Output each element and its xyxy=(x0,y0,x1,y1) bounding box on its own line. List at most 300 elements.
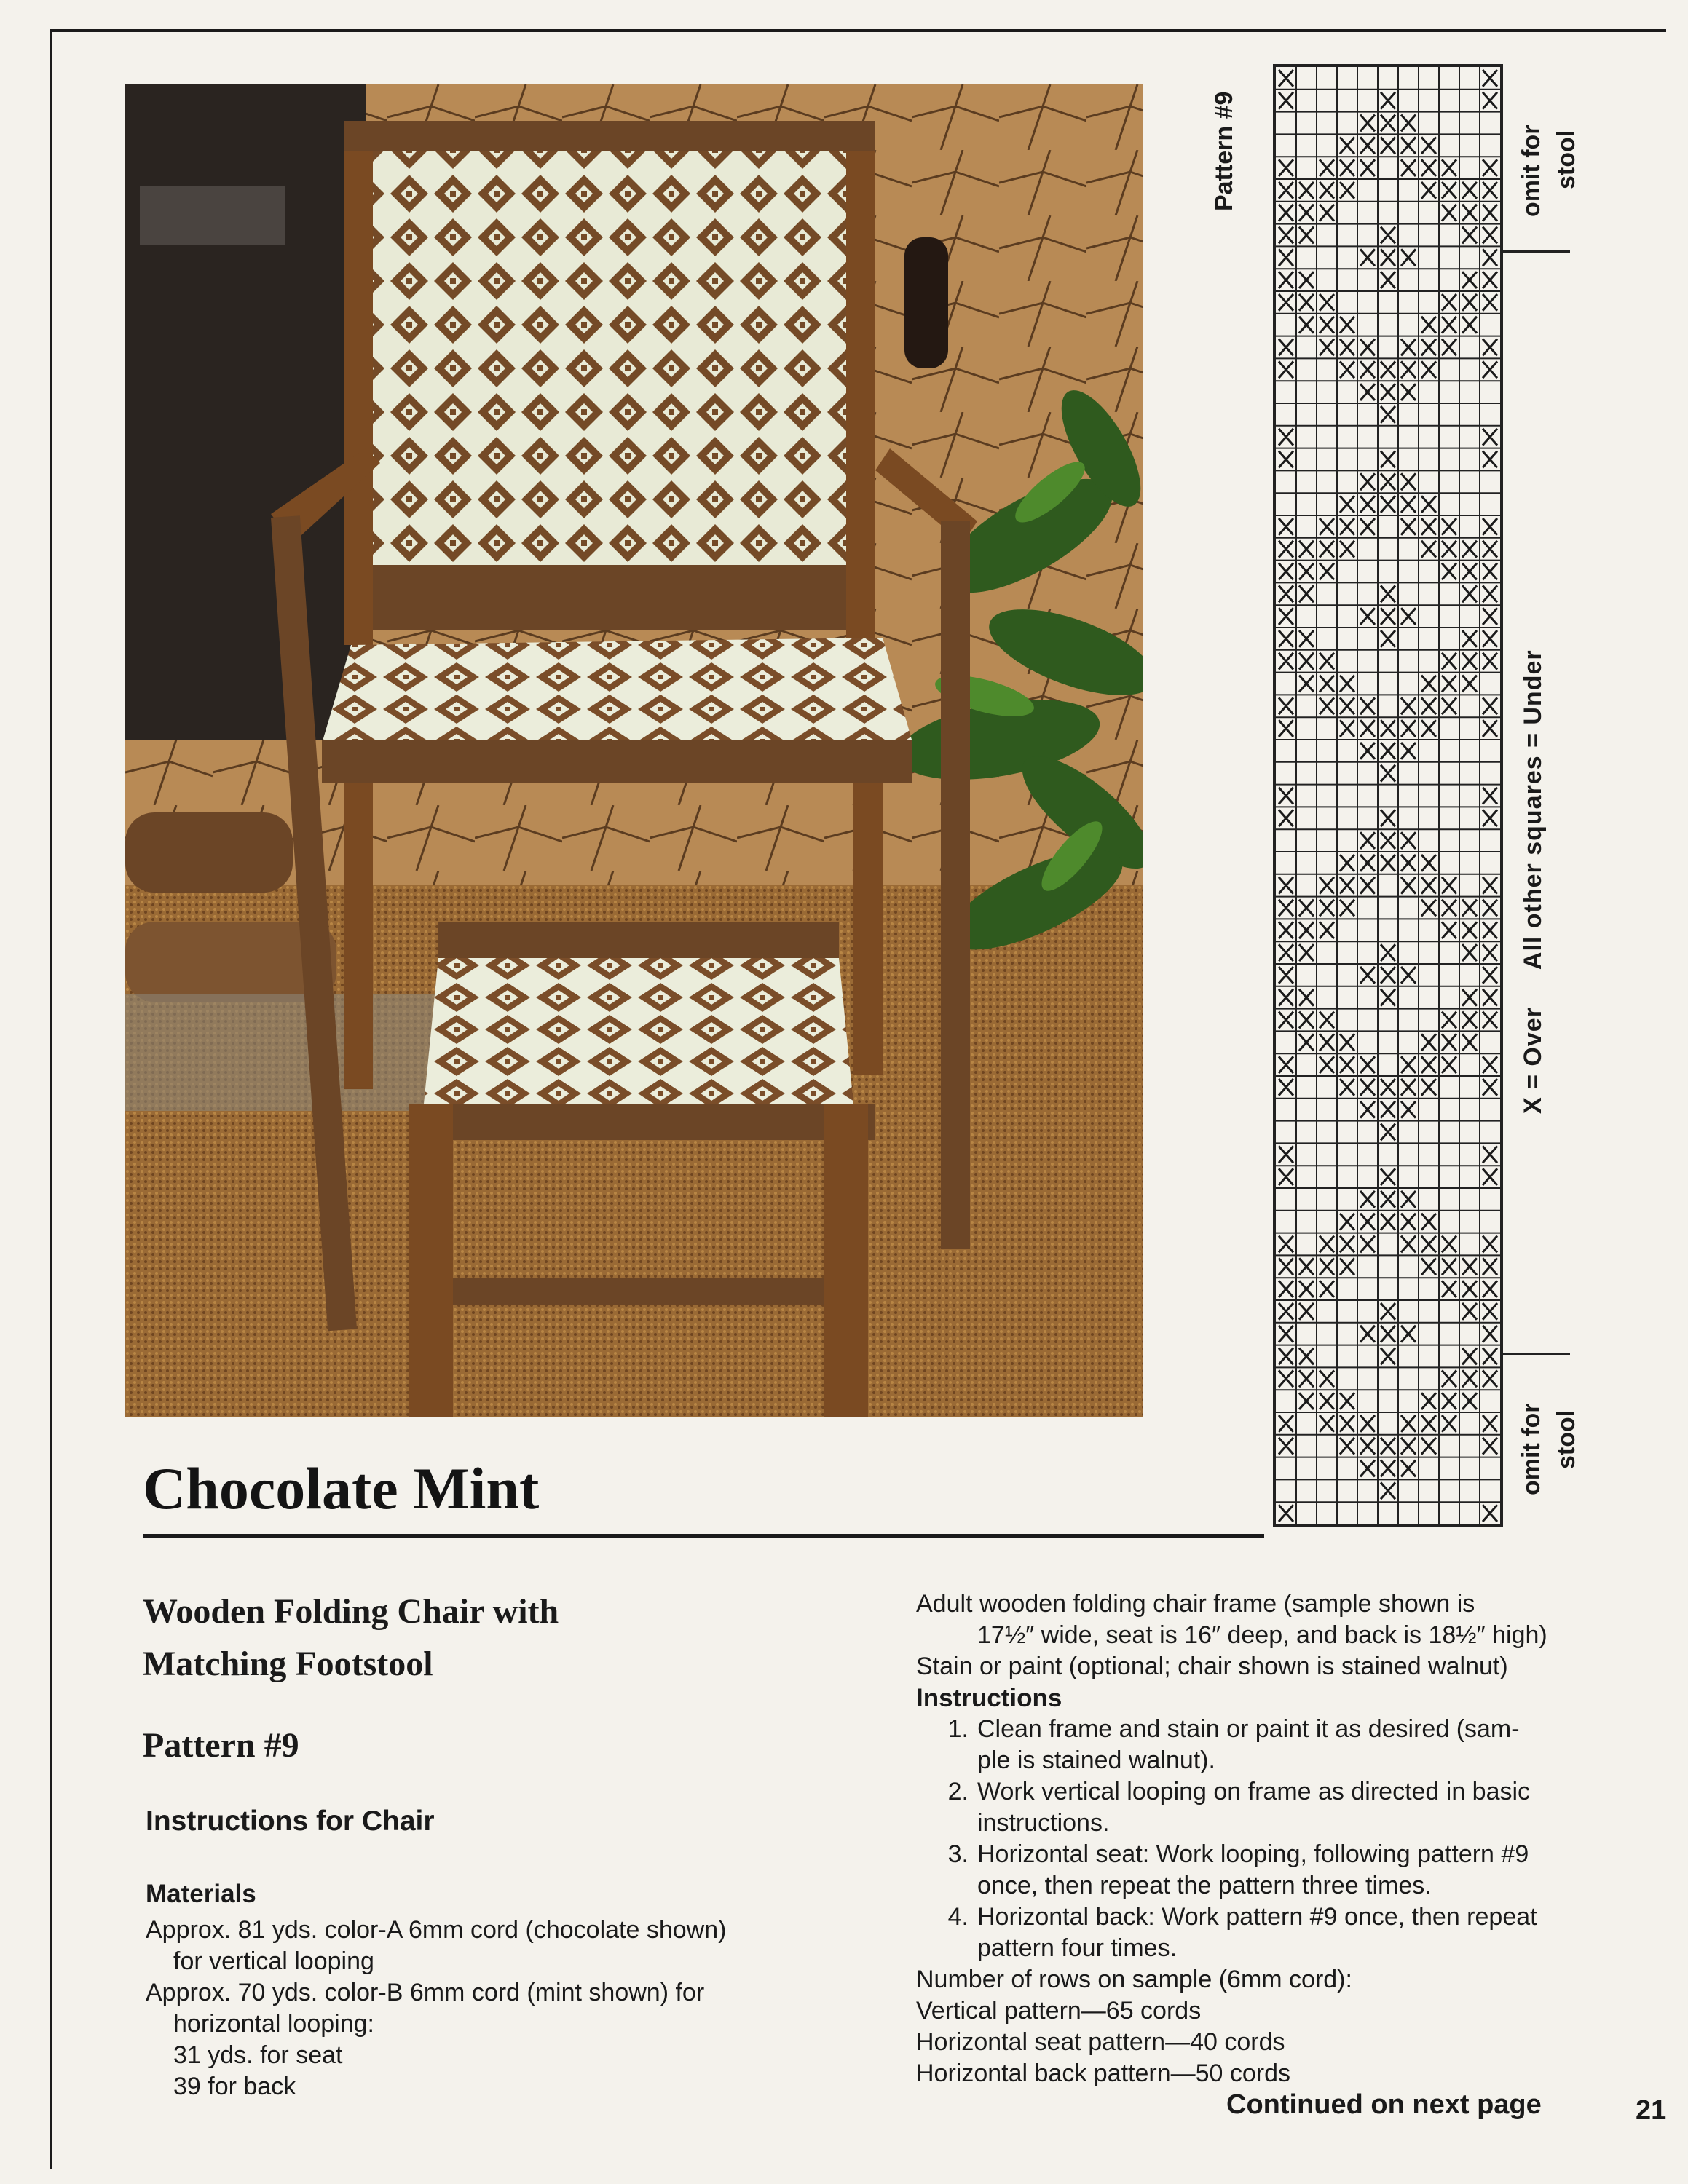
grid-x-mark xyxy=(1320,1236,1334,1253)
grid-x-mark xyxy=(1442,563,1456,580)
grid-x-mark xyxy=(1299,676,1314,692)
grid-x-mark xyxy=(1320,1034,1334,1051)
grid-x-mark xyxy=(1279,989,1293,1006)
grid-x-mark xyxy=(1381,227,1395,244)
grid-x-mark xyxy=(1483,944,1497,961)
grid-x-mark xyxy=(1421,1214,1436,1230)
grid-x-mark xyxy=(1320,900,1334,917)
grid-x-mark xyxy=(1381,1303,1395,1320)
grid-x-mark xyxy=(1279,339,1293,356)
grid-x-mark xyxy=(1279,294,1293,311)
grid-x-mark xyxy=(1320,1370,1334,1387)
grid-x-mark xyxy=(1442,1258,1456,1275)
grid-x-mark xyxy=(1462,227,1477,244)
grid-x-mark xyxy=(1320,205,1334,221)
grid-x-mark xyxy=(1320,1415,1334,1432)
grid-x-mark xyxy=(1360,1326,1375,1342)
grid-x-mark xyxy=(1442,900,1456,917)
step-number: 1. xyxy=(947,1715,969,1743)
grid-x-mark xyxy=(1299,1258,1314,1275)
grid-x-mark xyxy=(1421,159,1436,176)
grid-x-mark xyxy=(1340,720,1354,737)
grid-x-mark xyxy=(1340,182,1354,199)
grid-x-mark xyxy=(1360,115,1375,132)
grid-x-mark xyxy=(1483,249,1497,266)
grid-x-mark xyxy=(1442,1370,1456,1387)
grid-x-mark xyxy=(1421,317,1436,333)
grid-x-mark xyxy=(1299,227,1314,244)
grid-x-mark xyxy=(1483,339,1497,356)
grid-x-mark xyxy=(1381,272,1395,288)
grid-x-mark xyxy=(1483,697,1497,714)
grid-x-mark xyxy=(1483,92,1497,109)
grid-x-mark xyxy=(1442,676,1456,692)
grid-x-mark xyxy=(1381,249,1395,266)
grid-x-mark xyxy=(1340,541,1354,558)
grid-x-mark xyxy=(1462,944,1477,961)
grid-x-mark xyxy=(1279,967,1293,984)
grid-x-mark xyxy=(1279,788,1293,804)
grid-x-mark xyxy=(1462,317,1477,333)
stain-line: Stain or paint (optional; chair shown is stained walnut) xyxy=(916,1653,1508,1680)
grid-x-mark xyxy=(1299,1012,1314,1029)
grid-x-mark xyxy=(1401,1079,1416,1096)
grid-x-mark xyxy=(1360,137,1375,154)
grid-x-mark xyxy=(1483,720,1497,737)
grid-x-mark xyxy=(1483,653,1497,670)
grid-x-mark xyxy=(1360,877,1375,894)
grid-x-mark xyxy=(1279,1281,1293,1297)
grid-x-mark xyxy=(1401,832,1416,849)
grid-x-mark xyxy=(1320,877,1334,894)
grid-x-mark xyxy=(1483,70,1497,87)
grid-x-mark xyxy=(1421,182,1436,199)
grid-x-mark xyxy=(1381,855,1395,871)
grid-x-mark xyxy=(1299,272,1314,288)
step-item xyxy=(916,1839,1601,1902)
grid-x-mark xyxy=(1483,788,1497,804)
grid-x-mark xyxy=(1462,989,1477,1006)
grid-x-mark xyxy=(1483,1281,1497,1297)
grid-x-mark xyxy=(1279,720,1293,737)
step-item xyxy=(916,1902,1601,1964)
grid-x-mark xyxy=(1279,1438,1293,1455)
grid-x-mark xyxy=(1442,653,1456,670)
grid-x-mark xyxy=(1360,159,1375,176)
grid-x-mark xyxy=(1381,406,1395,423)
grid-x-mark xyxy=(1381,1191,1395,1208)
grid-x-mark xyxy=(1340,676,1354,692)
grid-x-mark xyxy=(1442,1012,1456,1029)
grid-x-mark xyxy=(1483,518,1497,535)
materials-line: horizontal looping: xyxy=(173,2010,374,2038)
grid-x-mark xyxy=(1401,1326,1416,1342)
grid-x-mark xyxy=(1421,1393,1436,1409)
grid-x-mark xyxy=(1279,249,1293,266)
grid-x-mark xyxy=(1299,944,1314,961)
grid-x-mark xyxy=(1442,518,1456,535)
grid-x-mark xyxy=(1401,137,1416,154)
grid-x-mark xyxy=(1320,653,1334,670)
grid-x-mark xyxy=(1483,361,1497,378)
grid-x-mark xyxy=(1299,1034,1314,1051)
grid-x-mark xyxy=(1483,585,1497,602)
grid-x-mark xyxy=(1462,676,1477,692)
grid-x-mark xyxy=(1401,339,1416,356)
rows-intro: Number of rows on sample (6mm cord): xyxy=(916,1966,1352,1993)
grid-x-mark xyxy=(1442,1281,1456,1297)
grid-x-mark xyxy=(1360,1056,1375,1073)
grid-x-mark xyxy=(1340,1258,1354,1275)
grid-x-mark xyxy=(1299,585,1314,602)
step-item xyxy=(916,1714,1601,1776)
grid-x-mark xyxy=(1381,1482,1395,1499)
grid-x-mark xyxy=(1381,810,1395,826)
grid-x-mark xyxy=(1279,518,1293,535)
grid-x-mark xyxy=(1340,496,1354,513)
materials-line: 31 yds. for seat xyxy=(173,2041,343,2069)
grid-x-mark xyxy=(1401,159,1416,176)
grid-x-mark xyxy=(1401,1460,1416,1477)
grid-x-mark xyxy=(1401,361,1416,378)
grid-x-mark xyxy=(1360,1415,1375,1432)
grid-x-mark xyxy=(1360,1236,1375,1253)
grid-x-mark xyxy=(1442,922,1456,938)
grid-x-mark xyxy=(1483,630,1497,647)
grid-x-mark xyxy=(1442,205,1456,221)
grid-x-mark xyxy=(1360,1079,1375,1096)
grid-x-mark xyxy=(1279,1370,1293,1387)
grid-x-mark xyxy=(1483,294,1497,311)
grid-x-mark xyxy=(1381,384,1395,400)
grid-x-mark xyxy=(1381,720,1395,737)
grid-x-mark xyxy=(1279,1303,1293,1320)
grid-x-mark xyxy=(1279,1258,1293,1275)
frame-spec-line: Adult wooden folding chair frame (sample shown is xyxy=(916,1590,1475,1618)
grid-x-mark xyxy=(1401,1438,1416,1455)
grid-x-mark xyxy=(1401,115,1416,132)
pattern-heading: Pattern #9 xyxy=(143,1726,299,1765)
title-rule xyxy=(143,1534,1264,1538)
grid-x-mark xyxy=(1421,900,1436,917)
omit-top-line1: omit for xyxy=(1518,124,1545,217)
grid-x-mark xyxy=(1320,541,1334,558)
grid-x-mark xyxy=(1279,697,1293,714)
grid-x-mark xyxy=(1421,676,1436,692)
grid-x-mark xyxy=(1462,922,1477,938)
omit-top-divider xyxy=(1503,250,1570,253)
grid-x-mark xyxy=(1442,541,1456,558)
grid-x-mark xyxy=(1279,1326,1293,1342)
grid-x-mark xyxy=(1483,1258,1497,1275)
grid-x-mark xyxy=(1442,317,1456,333)
grid-x-mark xyxy=(1279,182,1293,199)
grid-x-mark xyxy=(1279,1415,1293,1432)
grid-x-mark xyxy=(1299,900,1314,917)
grid-x-mark xyxy=(1279,541,1293,558)
grid-x-mark xyxy=(1340,877,1354,894)
grid-x-mark xyxy=(1279,944,1293,961)
grid-x-mark xyxy=(1483,272,1497,288)
frame-spec-line: 17½″ wide, seat is 16″ deep, and back is 18½″ high) xyxy=(977,1621,1547,1649)
grid-x-mark xyxy=(1442,1056,1456,1073)
grid-x-mark xyxy=(1381,473,1395,490)
grid-x-mark xyxy=(1279,810,1293,826)
grid-x-mark xyxy=(1360,339,1375,356)
grid-x-mark xyxy=(1401,1236,1416,1253)
grid-x-mark xyxy=(1279,429,1293,446)
grid-x-mark xyxy=(1320,563,1334,580)
grid-x-mark xyxy=(1340,518,1354,535)
grid-x-mark xyxy=(1442,1393,1456,1409)
grid-x-mark xyxy=(1381,137,1395,154)
grid-x-mark xyxy=(1421,1258,1436,1275)
grid-x-mark xyxy=(1360,1214,1375,1230)
grid-x-mark xyxy=(1462,1303,1477,1320)
grid-x-mark xyxy=(1360,473,1375,490)
grid-x-mark xyxy=(1483,877,1497,894)
grid-x-mark xyxy=(1401,384,1416,400)
grid-x-mark xyxy=(1483,227,1497,244)
grid-x-mark xyxy=(1421,541,1436,558)
grid-x-mark xyxy=(1320,1012,1334,1029)
grid-x-mark xyxy=(1442,1236,1456,1253)
grid-x-mark xyxy=(1462,1012,1477,1029)
grid-x-mark xyxy=(1320,518,1334,535)
grid-x-mark xyxy=(1381,832,1395,849)
materials-list xyxy=(146,1915,845,2102)
step-line: Work vertical looping on frame as directed in basic xyxy=(977,1778,1531,1805)
grid-x-mark xyxy=(1360,1101,1375,1118)
grid-x-mark xyxy=(1340,1415,1354,1432)
grid-x-mark xyxy=(1401,473,1416,490)
omit-bottom-line2: stool xyxy=(1553,1409,1580,1469)
step-line: Horizontal back: Work pattern #9 once, then repeat xyxy=(977,1903,1537,1931)
grid-x-mark xyxy=(1421,518,1436,535)
grid-x-mark xyxy=(1299,653,1314,670)
grid-x-mark xyxy=(1340,339,1354,356)
step-line: once, then repeat the pattern three times. xyxy=(977,1872,1432,1899)
grid-x-mark xyxy=(1381,115,1395,132)
grid-x-mark xyxy=(1483,1326,1497,1342)
instructions-heading: Instructions xyxy=(916,1684,1062,1712)
grid-x-mark xyxy=(1483,810,1497,826)
grid-x-mark xyxy=(1381,92,1395,109)
grid-x-mark xyxy=(1462,563,1477,580)
grid-x-mark xyxy=(1320,159,1334,176)
grid-x-mark xyxy=(1381,1326,1395,1342)
grid-x-mark xyxy=(1299,1281,1314,1297)
grid-x-mark xyxy=(1483,1415,1497,1432)
grid-x-mark xyxy=(1421,877,1436,894)
grid-x-mark xyxy=(1381,1124,1395,1141)
grid-x-mark xyxy=(1360,1438,1375,1455)
grid-x-mark xyxy=(1360,743,1375,759)
subtitle xyxy=(143,1586,559,1690)
materials-line: for vertical looping xyxy=(173,1947,374,1975)
grid-x-mark xyxy=(1401,1214,1416,1230)
grid-x-mark xyxy=(1381,361,1395,378)
grid-x-mark xyxy=(1462,653,1477,670)
chart-label: Pattern #9 xyxy=(1210,91,1238,211)
grid-x-mark xyxy=(1462,272,1477,288)
grid-x-mark xyxy=(1279,922,1293,938)
grid-x-mark xyxy=(1381,496,1395,513)
grid-x-mark xyxy=(1299,1303,1314,1320)
page-number: 21 xyxy=(1636,2095,1667,2126)
grid-x-mark xyxy=(1421,697,1436,714)
step-line: Clean frame and stain or paint it as desired (sam- xyxy=(977,1715,1520,1743)
grid-x-mark xyxy=(1299,541,1314,558)
grid-x-mark xyxy=(1483,451,1497,468)
materials-line: 39 for back xyxy=(173,2073,296,2100)
subtitle-line: Wooden Folding Chair with xyxy=(143,1592,559,1631)
grid-x-mark xyxy=(1462,182,1477,199)
grid-x-mark xyxy=(1279,451,1293,468)
grid-x-mark xyxy=(1320,182,1334,199)
step-number: 2. xyxy=(947,1778,969,1805)
grid-x-mark xyxy=(1360,384,1375,400)
grid-x-mark xyxy=(1360,608,1375,625)
grid-x-mark xyxy=(1462,294,1477,311)
grid-x-mark xyxy=(1483,608,1497,625)
grid-x-mark xyxy=(1279,1168,1293,1185)
grid-x-mark xyxy=(1462,585,1477,602)
grid-x-mark xyxy=(1360,855,1375,871)
grid-x-mark xyxy=(1462,205,1477,221)
grid-x-mark xyxy=(1462,1034,1477,1051)
rows-line: Horizontal back pattern—50 cords xyxy=(916,2060,1291,2087)
grid-x-mark xyxy=(1279,1146,1293,1163)
grid-x-mark xyxy=(1421,720,1436,737)
grid-x-mark xyxy=(1360,496,1375,513)
grid-x-mark xyxy=(1279,877,1293,894)
grid-x-mark xyxy=(1483,989,1497,1006)
grid-x-mark xyxy=(1421,1056,1436,1073)
grid-x-mark xyxy=(1401,967,1416,984)
grid-x-mark xyxy=(1462,1281,1477,1297)
grid-x-mark xyxy=(1360,697,1375,714)
grid-x-mark xyxy=(1340,1079,1354,1096)
grid-x-mark xyxy=(1340,1214,1354,1230)
page-title: Chocolate Mint xyxy=(143,1455,540,1522)
grid-x-mark xyxy=(1381,451,1395,468)
grid-x-mark xyxy=(1462,1258,1477,1275)
grid-x-mark xyxy=(1381,630,1395,647)
grid-x-mark xyxy=(1340,317,1354,333)
grid-x-mark xyxy=(1483,1012,1497,1029)
grid-x-mark xyxy=(1483,1056,1497,1073)
grid-x-mark xyxy=(1360,518,1375,535)
grid-x-mark xyxy=(1401,496,1416,513)
grid-x-mark xyxy=(1279,1056,1293,1073)
grid-x-mark xyxy=(1401,1191,1416,1208)
grid-x-mark xyxy=(1421,855,1436,871)
grid-x-mark xyxy=(1279,92,1293,109)
grid-x-mark xyxy=(1421,1415,1436,1432)
grid-x-mark xyxy=(1483,1303,1497,1320)
materials-heading: Materials xyxy=(146,1880,256,1908)
grid-x-mark xyxy=(1360,1460,1375,1477)
grid-x-mark xyxy=(1442,294,1456,311)
chart-legend: X = Over All other squares = Under xyxy=(1519,649,1547,1114)
instructions-for-heading: Instructions for Chair xyxy=(146,1805,435,1837)
grid-x-mark xyxy=(1483,182,1497,199)
step-line: Horizontal seat: Work looping, following pattern #9 xyxy=(977,1840,1529,1868)
grid-x-mark xyxy=(1279,361,1293,378)
grid-x-mark xyxy=(1279,227,1293,244)
grid-x-mark xyxy=(1483,1236,1497,1253)
grid-x-mark xyxy=(1381,1101,1395,1118)
right-column xyxy=(916,1588,1601,2089)
grid-x-mark xyxy=(1381,1168,1395,1185)
grid-x-mark xyxy=(1483,1079,1497,1096)
omit-bottom-line1: omit for xyxy=(1518,1403,1545,1495)
grid-x-mark xyxy=(1340,697,1354,714)
grid-x-mark xyxy=(1483,563,1497,580)
grid-x-mark xyxy=(1299,182,1314,199)
grid-x-mark xyxy=(1360,967,1375,984)
grid-x-mark xyxy=(1483,1146,1497,1163)
grid-x-mark xyxy=(1360,249,1375,266)
grid-x-mark xyxy=(1442,1415,1456,1432)
grid-x-mark xyxy=(1381,1438,1395,1455)
grid-x-mark xyxy=(1421,137,1436,154)
grid-x-mark xyxy=(1401,518,1416,535)
grid-x-mark xyxy=(1421,496,1436,513)
grid-x-mark xyxy=(1340,1393,1354,1409)
grid-x-mark xyxy=(1320,1281,1334,1297)
grid-x-mark xyxy=(1483,1505,1497,1522)
grid-x-mark xyxy=(1299,317,1314,333)
grid-x-mark xyxy=(1442,182,1456,199)
grid-x-mark xyxy=(1320,676,1334,692)
grid-x-mark xyxy=(1320,339,1334,356)
step-item xyxy=(916,1776,1601,1839)
grid-x-mark xyxy=(1299,294,1314,311)
step-line: pattern four times. xyxy=(977,1934,1178,1962)
grid-x-mark xyxy=(1381,1214,1395,1230)
grid-x-mark xyxy=(1483,1168,1497,1185)
grid-x-mark xyxy=(1340,1236,1354,1253)
grid-x-mark xyxy=(1381,585,1395,602)
grid-x-mark xyxy=(1381,765,1395,782)
grid-x-mark xyxy=(1299,630,1314,647)
grid-x-mark xyxy=(1421,1438,1436,1455)
grid-x-mark xyxy=(1381,608,1395,625)
grid-x-mark xyxy=(1442,159,1456,176)
grid-x-mark xyxy=(1483,900,1497,917)
grid-x-mark xyxy=(1462,1393,1477,1409)
grid-x-mark xyxy=(1421,1236,1436,1253)
grid-x-mark xyxy=(1483,541,1497,558)
grid-x-mark xyxy=(1279,1079,1293,1096)
grid-x-mark xyxy=(1340,1438,1354,1455)
grid-x-mark xyxy=(1279,1012,1293,1029)
grid-x-mark xyxy=(1381,944,1395,961)
grid-x-mark xyxy=(1279,900,1293,917)
grid-x-mark xyxy=(1462,900,1477,917)
grid-x-mark xyxy=(1299,1348,1314,1365)
grid-x-mark xyxy=(1340,1034,1354,1051)
grid-x-mark xyxy=(1381,989,1395,1006)
grid-x-mark xyxy=(1279,1505,1293,1522)
grid-x-mark xyxy=(1401,249,1416,266)
materials-line: Approx. 81 yds. color-A 6mm cord (chocolate shown) xyxy=(146,1916,727,1944)
omit-bottom-divider xyxy=(1503,1353,1570,1355)
grid-x-mark xyxy=(1279,608,1293,625)
grid-x-mark xyxy=(1483,1370,1497,1387)
